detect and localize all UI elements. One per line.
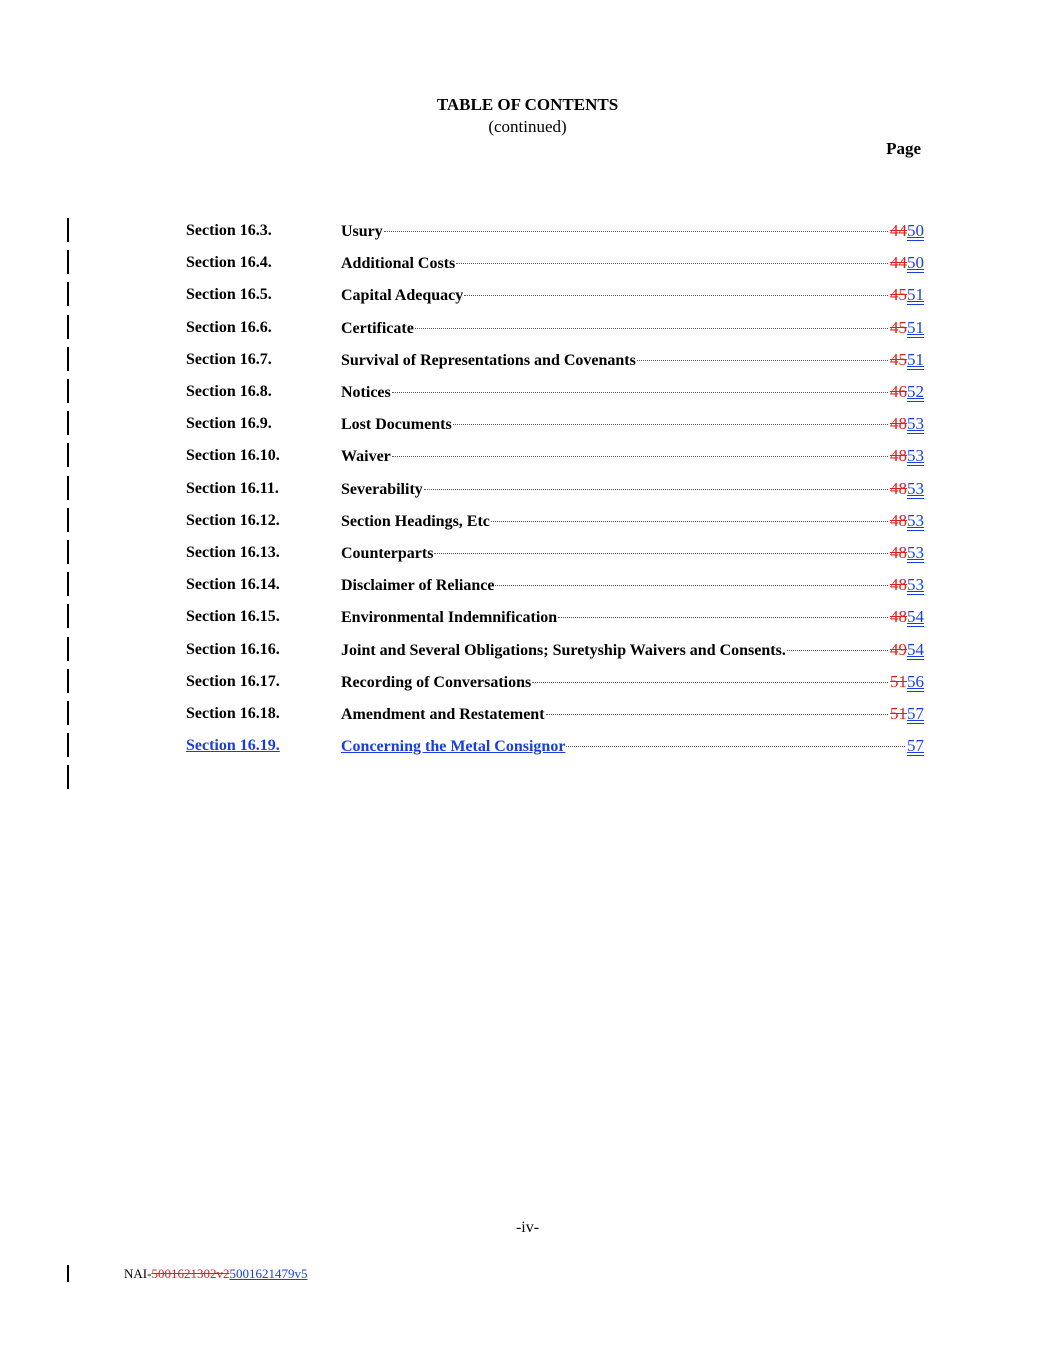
toc-section-number: Section 16.3. bbox=[186, 222, 272, 239]
revision-change-bar bbox=[67, 443, 69, 467]
inserted-page-number: 50 bbox=[907, 253, 924, 272]
deleted-page-number: 48 bbox=[890, 446, 907, 465]
toc-section-number: Section 16.12. bbox=[186, 512, 280, 529]
toc-page-number bbox=[890, 604, 924, 630]
docid-deleted: 5001621302v2 bbox=[151, 1266, 230, 1281]
toc-subtitle: (continued) bbox=[488, 117, 567, 136]
toc-section-number: Section 16.19. bbox=[186, 737, 280, 754]
toc-title: TABLE OF CONTENTS bbox=[436, 95, 619, 114]
deleted-page-number: 48 bbox=[890, 414, 907, 433]
page-column-label: Page bbox=[886, 139, 921, 158]
inserted-page-number: 57 bbox=[907, 736, 924, 755]
toc-page-number bbox=[890, 379, 924, 405]
toc-page-number bbox=[907, 733, 924, 759]
revision-change-bar bbox=[67, 733, 69, 757]
toc-section-number: Section 16.8. bbox=[186, 383, 272, 400]
inserted-page-number: 53 bbox=[907, 414, 924, 433]
deleted-page-number: 44 bbox=[890, 221, 907, 240]
document-id bbox=[124, 1266, 307, 1282]
toc-section-title: Amendment and Restatement bbox=[341, 706, 545, 723]
revision-change-bar bbox=[67, 250, 69, 274]
toc-row[interactable] bbox=[186, 604, 924, 630]
inserted-page-number: 57 bbox=[907, 704, 924, 723]
toc-row[interactable] bbox=[186, 411, 924, 437]
toc-page-number bbox=[890, 443, 924, 469]
deleted-page-number: 45 bbox=[890, 318, 907, 337]
inserted-page-number: 54 bbox=[907, 640, 924, 659]
toc-section-number: Section 16.18. bbox=[186, 705, 280, 722]
toc-page-number bbox=[890, 315, 924, 341]
revision-change-bar bbox=[67, 347, 69, 371]
deleted-page-number: 45 bbox=[890, 350, 907, 369]
deleted-page-number: 46 bbox=[890, 382, 907, 401]
toc-section-title: Environmental Indemnification bbox=[341, 609, 558, 626]
toc-page-number bbox=[890, 540, 924, 566]
revision-change-bar bbox=[67, 476, 69, 500]
toc-section-number: Section 16.9. bbox=[186, 415, 272, 432]
toc-entry bbox=[341, 572, 924, 599]
toc-section-title: Additional Costs bbox=[341, 255, 456, 272]
docid-inserted: 5001621479v5 bbox=[229, 1266, 308, 1281]
revision-change-bar bbox=[67, 379, 69, 403]
dot-leader bbox=[546, 714, 888, 715]
revision-change-bar bbox=[67, 765, 69, 789]
dot-leader bbox=[787, 650, 888, 651]
toc-row[interactable] bbox=[186, 250, 924, 276]
toc-page-number bbox=[890, 701, 924, 727]
docid-prefix: NAI- bbox=[124, 1266, 152, 1281]
toc-row[interactable] bbox=[186, 282, 924, 308]
toc-entry bbox=[341, 315, 924, 342]
inserted-page-number: 53 bbox=[907, 543, 924, 562]
toc-row[interactable] bbox=[186, 637, 924, 663]
toc-section-number: Section 16.16. bbox=[186, 641, 280, 658]
toc-entry bbox=[341, 443, 924, 470]
toc-section-title: Lost Documents bbox=[341, 416, 452, 433]
deleted-page-number: 48 bbox=[890, 575, 907, 594]
toc-row[interactable] bbox=[186, 540, 924, 566]
toc-entry bbox=[341, 733, 924, 760]
toc-section-title: Concerning the Metal Consignor bbox=[341, 738, 566, 755]
inserted-page-number: 54 bbox=[907, 607, 924, 626]
toc-entry bbox=[341, 508, 924, 535]
toc-section-title: Usury bbox=[341, 223, 383, 240]
deleted-page-number: 49 bbox=[890, 640, 907, 659]
dot-leader bbox=[456, 263, 888, 264]
dot-leader bbox=[637, 360, 888, 361]
toc-entry bbox=[341, 540, 924, 567]
toc-page-number bbox=[890, 508, 924, 534]
dot-leader bbox=[392, 456, 888, 457]
deleted-page-number: 44 bbox=[890, 253, 907, 272]
toc-row[interactable] bbox=[186, 669, 924, 695]
deleted-page-number: 48 bbox=[890, 511, 907, 530]
toc-entry bbox=[341, 379, 924, 406]
revision-change-bar bbox=[67, 282, 69, 306]
revision-change-bar bbox=[67, 315, 69, 339]
toc-section-number: Section 16.7. bbox=[186, 351, 272, 368]
toc-section-title: Severability bbox=[341, 481, 423, 498]
inserted-page-number: 56 bbox=[907, 672, 924, 691]
dot-leader bbox=[495, 585, 888, 586]
toc-section-number: Section 16.17. bbox=[186, 673, 280, 690]
toc-row[interactable] bbox=[186, 733, 924, 759]
toc-entry bbox=[341, 476, 924, 503]
inserted-page-number: 52 bbox=[907, 382, 924, 401]
toc-section-title: Section Headings, Etc bbox=[341, 513, 490, 530]
dot-leader bbox=[434, 553, 888, 554]
toc-row[interactable] bbox=[186, 379, 924, 405]
toc-section-title: Joint and Several Obligations; Suretyship Waivers and Consents. bbox=[341, 642, 786, 659]
toc-page-number bbox=[890, 347, 924, 373]
toc-section-title: Notices bbox=[341, 384, 391, 401]
revision-change-bar bbox=[67, 411, 69, 435]
footer-change-bar bbox=[67, 1265, 69, 1282]
dot-leader bbox=[566, 746, 905, 747]
toc-section-title: Capital Adequacy bbox=[341, 287, 464, 304]
toc-page-number bbox=[890, 250, 924, 276]
revision-change-bar bbox=[67, 572, 69, 596]
revision-change-bar bbox=[67, 218, 69, 242]
toc-section-title: Certificate bbox=[341, 320, 414, 337]
toc-entry bbox=[341, 282, 924, 309]
dot-leader bbox=[453, 424, 888, 425]
deleted-page-number: 51 bbox=[890, 672, 907, 691]
revision-change-bar bbox=[67, 508, 69, 532]
toc-section-title: Counterparts bbox=[341, 545, 434, 562]
toc-section-number: Section 16.6. bbox=[186, 319, 272, 336]
dot-leader bbox=[464, 295, 888, 296]
dot-leader bbox=[415, 328, 888, 329]
dot-leader bbox=[384, 231, 888, 232]
dot-leader bbox=[491, 521, 888, 522]
toc-section-number: Section 16.4. bbox=[186, 254, 272, 271]
revision-change-bar bbox=[67, 604, 69, 628]
inserted-page-number: 53 bbox=[907, 511, 924, 530]
deleted-page-number: 51 bbox=[890, 704, 907, 723]
toc-page-number bbox=[890, 282, 924, 308]
inserted-page-number: 53 bbox=[907, 446, 924, 465]
revision-change-bar bbox=[67, 669, 69, 693]
inserted-page-number: 51 bbox=[907, 318, 924, 337]
toc-page-number bbox=[890, 669, 924, 695]
toc-section-title: Survival of Representations and Covenants bbox=[341, 352, 636, 369]
toc-section-number: Section 16.5. bbox=[186, 286, 272, 303]
inserted-page-number: 50 bbox=[907, 221, 924, 240]
toc-row[interactable] bbox=[186, 476, 924, 502]
toc-entry bbox=[341, 637, 924, 664]
toc-entry bbox=[341, 701, 924, 728]
deleted-page-number: 48 bbox=[890, 479, 907, 498]
toc-page-number bbox=[890, 218, 924, 244]
deleted-page-number: 45 bbox=[890, 285, 907, 304]
toc-section-number: Section 16.15. bbox=[186, 608, 280, 625]
toc-section-number: Section 16.10. bbox=[186, 447, 280, 464]
dot-leader bbox=[558, 617, 888, 618]
toc-section-number: Section 16.14. bbox=[186, 576, 280, 593]
toc-entry bbox=[341, 347, 924, 374]
toc-entry bbox=[341, 604, 924, 631]
toc-section-title: Recording of Conversations bbox=[341, 674, 532, 691]
revision-change-bar bbox=[67, 540, 69, 564]
toc-entry bbox=[341, 218, 924, 245]
toc-page-number bbox=[890, 637, 924, 663]
toc-entry bbox=[341, 411, 924, 438]
footer-page-number: -iv- bbox=[515, 1219, 540, 1236]
toc-row[interactable] bbox=[186, 443, 924, 469]
deleted-page-number: 48 bbox=[890, 607, 907, 626]
dot-leader bbox=[392, 392, 888, 393]
revision-change-bar bbox=[67, 701, 69, 725]
toc-row[interactable] bbox=[186, 508, 924, 534]
toc-row[interactable] bbox=[186, 701, 924, 727]
toc-page-number bbox=[890, 411, 924, 437]
toc-entry bbox=[341, 669, 924, 696]
revision-change-bar bbox=[67, 637, 69, 661]
toc-page-number bbox=[890, 476, 924, 502]
toc-section-number: Section 16.11. bbox=[186, 480, 279, 497]
inserted-page-number: 53 bbox=[907, 575, 924, 594]
toc-row[interactable] bbox=[186, 572, 924, 598]
dot-leader bbox=[424, 489, 888, 490]
toc-section-title: Waiver bbox=[341, 448, 391, 465]
toc-section-title: Disclaimer of Reliance bbox=[341, 577, 495, 594]
toc-section-number: Section 16.13. bbox=[186, 544, 280, 561]
deleted-page-number: 48 bbox=[890, 543, 907, 562]
toc-page-number bbox=[890, 572, 924, 598]
inserted-page-number: 51 bbox=[907, 285, 924, 304]
dot-leader bbox=[532, 682, 888, 683]
toc-row[interactable] bbox=[186, 315, 924, 341]
toc-row[interactable] bbox=[186, 218, 924, 244]
inserted-page-number: 53 bbox=[907, 479, 924, 498]
toc-row[interactable] bbox=[186, 347, 924, 373]
toc-entry bbox=[341, 250, 924, 277]
inserted-page-number: 51 bbox=[907, 350, 924, 369]
